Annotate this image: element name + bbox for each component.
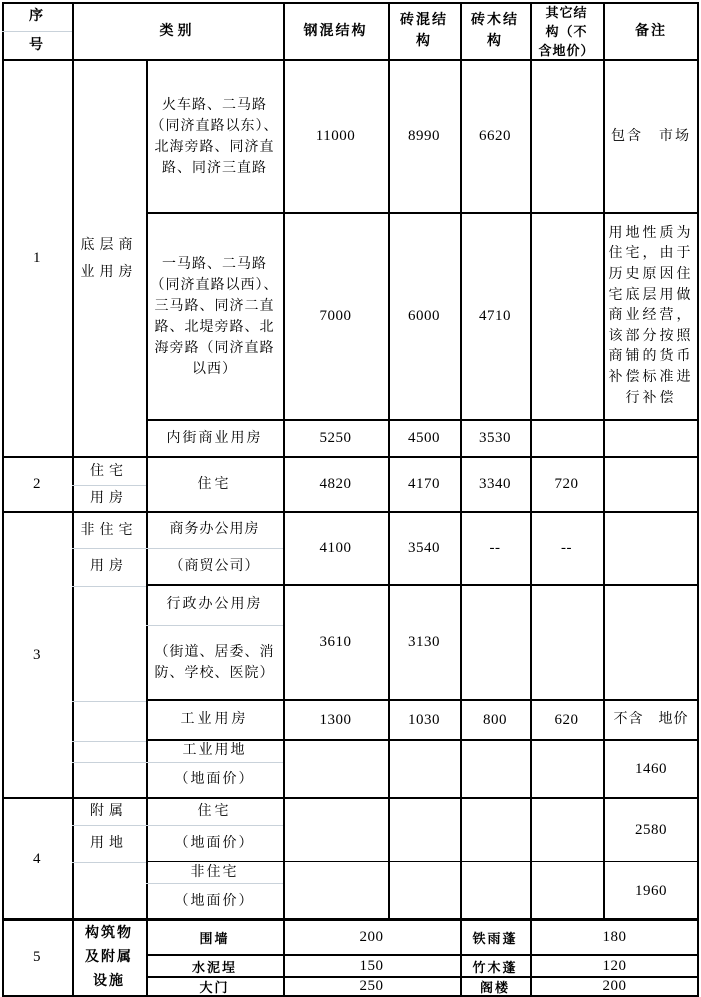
value-brick-wood: 4710 <box>479 308 511 324</box>
subcategory-line: （地面价） <box>174 772 255 787</box>
faint-gridline <box>72 862 146 863</box>
value-other: 720 <box>554 476 579 492</box>
subcategory-line: 住宅 <box>197 803 232 819</box>
category-cell-structures <box>72 920 146 995</box>
subcategory-line: 工业用地 <box>182 743 247 758</box>
value-brick-concrete: 6000 <box>408 308 440 324</box>
structure-item-wall: 围墙 <box>199 931 230 946</box>
remark-cell: 不含 地价 <box>613 712 689 727</box>
subcategory-cell-ancillary-residential <box>146 798 283 862</box>
faint-gridline <box>146 625 283 626</box>
header-col-steel-concrete: 钢混结构 <box>303 23 368 39</box>
table-border-line <box>2 2 699 4</box>
header-col-brick-concrete <box>388 2 460 60</box>
subcategory-line <box>146 625 283 700</box>
serial-cell-1: 1 <box>33 250 41 266</box>
table-border-line <box>146 739 699 741</box>
structure-value: 120 <box>602 957 627 974</box>
header-no-line2: 号 <box>29 38 45 53</box>
header-col-brick-wood <box>460 2 530 60</box>
structure-value: 200 <box>359 929 384 945</box>
category-cell-ground-floor-commercial <box>72 60 146 457</box>
serial-cell-5: 5 <box>33 949 41 965</box>
category-line: 业用房 <box>80 264 138 280</box>
subcategory-line: （商贸公司） <box>169 558 260 574</box>
subcategory-cell-streets-east <box>146 60 283 213</box>
subcategory-line: 非住宅 <box>190 864 239 880</box>
header-brick-concrete-line1: 砖混结 <box>400 13 448 28</box>
faint-gridline <box>72 741 146 742</box>
table-border-line <box>283 2 285 995</box>
header-brick-wood-line1: 砖木结 <box>471 13 519 28</box>
category-line: 构筑物 <box>85 925 133 941</box>
header-other-line2: 构（不 <box>545 23 588 39</box>
value-brick-concrete: 1030 <box>408 711 440 728</box>
structure-item-attic: 阁楼 <box>479 980 510 995</box>
table-border-line <box>72 2 74 995</box>
structure-item-cement-yard: 水泥埕 <box>191 959 237 975</box>
header-other-line3: 含地价） <box>538 42 595 58</box>
structure-value: 180 <box>602 929 627 945</box>
header-col-other-structure <box>530 2 603 60</box>
category-cell-ancillary-land <box>72 798 146 862</box>
value-brick-wood-dash: -- <box>489 540 501 556</box>
value-steel: 4100 <box>319 540 352 556</box>
subcategory-cell-admin-office <box>146 585 283 700</box>
value-brick-wood: 3530 <box>479 430 511 446</box>
table-border-line <box>2 2 4 997</box>
table-border-line <box>2 59 699 61</box>
value-brick-concrete: 8990 <box>408 128 440 144</box>
remark-value: 1960 <box>635 882 667 899</box>
remark-cell: 包含 市场 <box>611 128 691 144</box>
table-border-line <box>2 797 699 799</box>
remark-cell-land-nature <box>603 213 699 420</box>
value-other-dash: -- <box>561 540 572 556</box>
value-brick-concrete: 3130 <box>408 634 440 650</box>
table-border-line <box>146 976 699 978</box>
remark-text: 用地性质为住宅，由于历史原因住宅底层用做商业经营，该部分按照商铺的货币补偿标准进行补偿 <box>608 225 694 406</box>
value-steel: 7000 <box>319 308 352 324</box>
table-border-line <box>2 511 699 513</box>
value-steel: 4820 <box>319 476 352 492</box>
faint-gridline <box>72 701 146 702</box>
table-border-line <box>603 2 605 920</box>
header-no-line1: 序 <box>29 9 45 24</box>
serial-cell-3: 3 <box>33 646 41 663</box>
header-col-category: 类别 <box>159 23 196 39</box>
value-steel: 11000 <box>315 128 356 144</box>
table-border-line <box>146 212 699 214</box>
structure-value: 150 <box>359 957 384 974</box>
value-brick-wood: 6620 <box>479 128 511 144</box>
subcategory-cell-ancillary-non-residential <box>146 862 283 920</box>
value-other: 620 <box>554 711 579 728</box>
value-steel: 5250 <box>319 430 352 446</box>
structure-item-iron-canopy: 铁雨蓬 <box>472 931 518 946</box>
category-line: 住宅 <box>90 463 128 479</box>
structure-value: 250 <box>359 978 384 994</box>
subcategory-cell-residence: 住宅 <box>197 476 232 492</box>
subcategory-line: 行政办公用房 <box>166 597 263 612</box>
table-border-line <box>146 584 699 586</box>
faint-gridline <box>72 548 283 549</box>
subcategory-text: （街道、居委、消防、学校、医院） <box>154 644 275 681</box>
table-border-line <box>146 699 699 701</box>
table-border-line <box>460 2 462 995</box>
category-line: 用房 <box>90 559 128 574</box>
serial-cell-4: 4 <box>33 850 41 867</box>
value-steel: 1300 <box>319 711 352 728</box>
subcategory-cell-streets-west <box>146 213 283 420</box>
subcategory-line: 商务办公用房 <box>169 522 260 537</box>
value-brick-concrete: 4500 <box>408 430 440 446</box>
remark-value: 1460 <box>635 760 667 777</box>
table-border-line <box>388 2 390 920</box>
subcategory-text: 火车路、二马路（同济直路以东）、北海旁路、同济直路、同济三直路 <box>150 97 279 176</box>
subcategory-cell-inner-street-commercial: 内街商业用房 <box>166 430 263 446</box>
faint-gridline <box>2 31 72 32</box>
header-brick-concrete-line2: 构 <box>416 34 432 49</box>
value-brick-wood: 800 <box>483 711 507 728</box>
structure-item-bamboo-canopy: 竹木蓬 <box>472 959 518 975</box>
category-line: 及附属 <box>85 949 133 965</box>
category-line: 用房 <box>90 491 128 506</box>
header-col-remark: 备注 <box>635 23 667 39</box>
subcategory-line: （地面价） <box>174 893 255 909</box>
category-line: 设施 <box>93 973 125 989</box>
header-brick-wood-line2: 构 <box>487 34 503 49</box>
table-border-line <box>146 419 699 421</box>
value-steel: 3610 <box>319 634 352 650</box>
table-border-line <box>697 2 699 997</box>
category-line: 底层商 <box>80 237 138 253</box>
header-other-line1: 其它结 <box>545 4 588 20</box>
table-border-line <box>2 456 699 458</box>
faint-gridline <box>72 762 283 763</box>
table-border-line <box>146 954 699 956</box>
table-border-line <box>2 918 699 921</box>
faint-gridline <box>146 883 283 884</box>
serial-cell-2: 2 <box>33 476 41 492</box>
structure-item-gate: 大门 <box>199 980 230 995</box>
remark-value: 2580 <box>635 821 667 838</box>
subcategory-line: （地面价） <box>174 835 255 851</box>
category-line: 附属 <box>90 804 128 819</box>
faint-gridline <box>72 485 146 486</box>
subcategory-text: 一马路、二马路（同济直路以西）、三马路、同济二直路、北堤旁路、北海旁路（同济直路以西） <box>150 256 279 377</box>
subcategory-cell-industrial-land <box>146 740 283 798</box>
value-brick-concrete: 3540 <box>408 540 440 556</box>
table-border-line <box>530 2 532 995</box>
faint-gridline <box>72 825 283 826</box>
table-border-line <box>146 861 699 862</box>
structure-value: 200 <box>602 978 627 994</box>
category-line: 用地 <box>90 836 128 851</box>
table-border-line <box>146 60 148 995</box>
category-line: 非住宅 <box>80 522 138 538</box>
faint-gridline <box>72 586 146 587</box>
value-brick-wood: 3340 <box>479 476 511 492</box>
value-brick-concrete: 4170 <box>408 476 440 492</box>
subcategory-cell-industrial-building: 工业用房 <box>180 712 249 727</box>
